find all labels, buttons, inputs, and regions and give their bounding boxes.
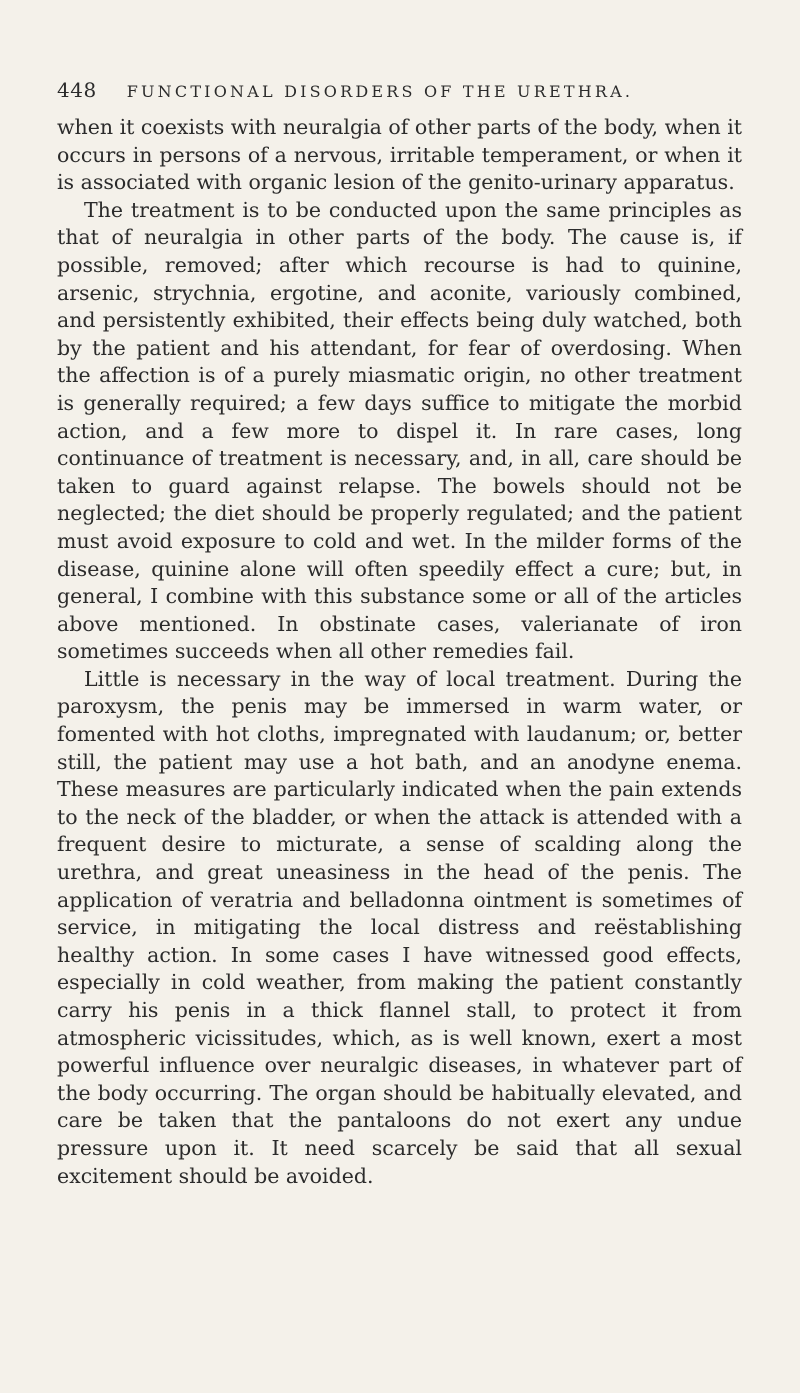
paragraph-local-treatment: Little is necessary in the way of local treatment. During the paroxysm, the penis may be immersed in warm water, or fomented with hot cloths, impregnated with laudanum; or, better still, the patient may use a hot bath, and an anodyne enema. These measures are particularly indicated when the pain extends to the neck of the bladder, or when the attack is attended with a frequent desire to micturate, a sense of scalding along the urethra, and great uneasiness in the head of the penis. The application of veratria and belladonna ointment is sometimes of service, in mitigating the local distress and reëstablishing healthy action. In some cases I have witnessed good effects, especially in cold weather, from making the patient constantly carry his penis in a thick flannel stall, to protect it from atmospheric vicissitudes, which, as is well known, exert a most powerful influence over neuralgic diseases, in whatever part of the body occurring. The organ should be habitually elevated, and care be taken that the pantaloons do not exert any undue pressure upon it. It need scarcely be said that all sexual excitement should be avoided. (57, 666, 742, 1188)
body-text (57, 114, 742, 1190)
book-page (57, 78, 742, 1190)
running-head-title: FUNCTIONAL DISORDERS OF THE URETHRA. (126, 82, 634, 101)
page-number: 448 (57, 78, 97, 102)
paragraph-continuation: when it coexists with neuralgia of other parts of the body, when it occurs in persons of a nervous, irritable temperament, or when it is associated with organic lesion of the genito-urinary apparatus. (57, 115, 742, 195)
paragraph-treatment: The treatment is to be conducted upon the same principles as that of neuralgia in other parts of the body. The cause is, if possible, removed; after which recourse is had to quinine, arsenic, strychnia, ergotine, and aconite, variously combined, and persistently exhibited, their effects being duly watched, both by the patient and his attendant, for fear of overdosing. When the affection is of a purely miasmatic origin, no other treatment is generally required; a few days suffice to mitigate the morbid action, and a few more to dispel it. In rare cases, long continuance of treatment is necessary, and, in all, care should be taken to guard against relapse. The bowels should not be neglected; the diet should be properly regulated; and the patient must avoid exposure to cold and wet. In the milder forms of the disease, quinine alone will often speedily effect a cure; but, in general, I combine with this substance some or all of the articles above mentioned. In obstinate cases, valerianate of iron sometimes succeeds when all other remedies fail. (57, 197, 742, 664)
running-head (57, 78, 742, 108)
